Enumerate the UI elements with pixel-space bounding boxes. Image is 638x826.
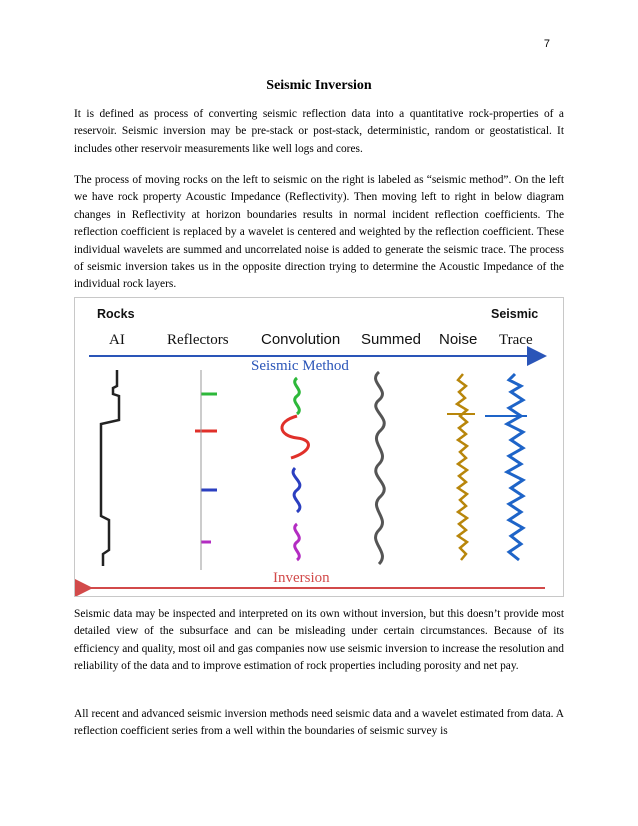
column-convolution: Convolution	[261, 331, 341, 348]
wavelet-green	[295, 378, 300, 414]
wavelet-blue	[293, 468, 300, 512]
wavelet-red	[282, 416, 309, 458]
paragraph-interpretation: Seismic data may be inspected and interpreted on its own without inversion, but this doesn’t provide most detailed view of the subsurface and can be misleading under certain circumstances. Because of its efficiency and quality, most oil and gas companies now use seismic inversion to increase the resolution and reliability of the data and to improve estimation of rock properties including porosity and net pay.	[74, 608, 564, 673]
rocks-label: Rocks	[97, 307, 135, 321]
column-reflectors: Reflectors	[167, 332, 229, 348]
page-number: 7	[543, 38, 550, 50]
seismic-label: Seismic	[491, 307, 539, 321]
inversion-label: Inversion	[273, 570, 330, 586]
seismic-inversion-figure	[74, 297, 564, 597]
summed-trace	[376, 372, 385, 564]
paragraph-methods: All recent and advanced seismic inversion methods need seismic data and a wavelet estimated from data. A reflection coefficient series from a well within the boundaries of seismic survey is	[74, 708, 564, 738]
seismic-method-label: Seismic Method	[251, 358, 349, 374]
column-summed: Summed	[361, 331, 422, 348]
column-trace: Trace	[499, 332, 533, 348]
paragraph-seismic-method: The process of moving rocks on the left to seismic on the right is labeled as “seismic method”. On the left we have rock property Acoustic Impedance (Reflectivity). Then moving left to right in below diagram changes in Reflectivity at horizon boundaries results in normal incident reflection coefficients. The reflection coefficient is replaced by a wavelet is centered and weighted by the reflection coefficient. These individual wavelets are summed and uncorrelated noise is added to generate the seismic trace. The process of seismic inversion takes us in the opposite direction trying to determine the Acoustic Impedance of the individual rock layers.	[74, 174, 564, 291]
ai-log-curve	[101, 370, 119, 566]
wavelet-magenta	[295, 524, 300, 560]
paragraph-definition: It is defined as process of converting seismic reflection data into a quantitative rock-properties of a reservoir. Seismic inversion may be pre-stack or post-stack, deterministic, random or geostatistical. It includes other reservoir measurements like well logs and cores.	[74, 108, 564, 155]
section-heading: Seismic Inversion	[266, 78, 372, 93]
noise-trace	[457, 374, 467, 560]
column-ai: AI	[109, 332, 125, 348]
column-noise: Noise	[439, 331, 478, 348]
figure-diagram	[75, 298, 563, 596]
seismic-trace	[507, 374, 523, 560]
